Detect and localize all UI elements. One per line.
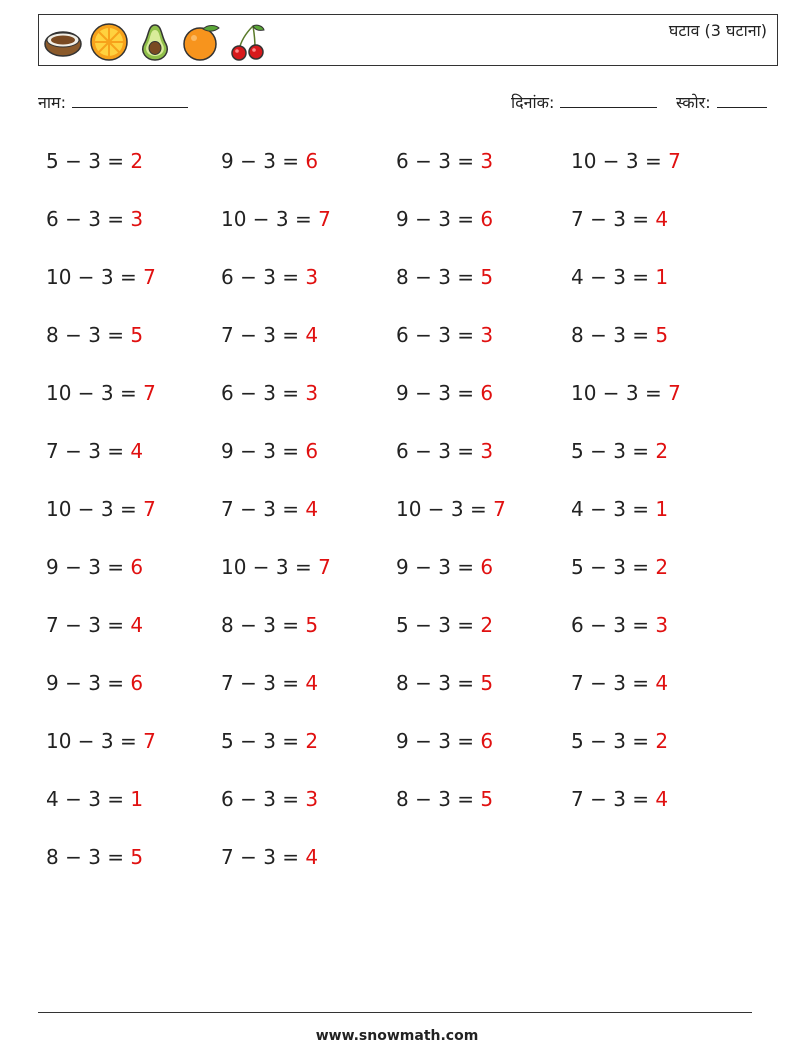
problem-question: 7 − 3 = bbox=[221, 671, 306, 695]
problem-item bbox=[46, 610, 221, 668]
problem-item bbox=[46, 378, 221, 436]
problem-answer: 7 bbox=[668, 381, 681, 405]
problem-item bbox=[396, 610, 571, 668]
problem-item bbox=[571, 320, 746, 378]
problem-item bbox=[571, 494, 746, 552]
problem-item bbox=[46, 320, 221, 378]
problem-item bbox=[46, 146, 221, 204]
problem-answer: 6 bbox=[480, 729, 494, 753]
problem-answer: 4 bbox=[305, 671, 319, 695]
problem-item bbox=[571, 668, 746, 726]
problem-question: 5 − 3 = bbox=[571, 555, 656, 579]
problem-question: 10 − 3 = bbox=[46, 265, 144, 289]
problem-item bbox=[396, 262, 571, 320]
problem-item bbox=[221, 436, 396, 494]
problem-answer: 7 bbox=[318, 207, 331, 231]
problem-item bbox=[396, 784, 571, 842]
problem-item bbox=[396, 726, 571, 784]
problem-answer: 5 bbox=[655, 323, 669, 347]
problem-answer: 5 bbox=[305, 613, 319, 637]
problem-question: 6 − 3 = bbox=[221, 787, 306, 811]
problem-answer: 5 bbox=[480, 671, 494, 695]
date-blank[interactable] bbox=[560, 93, 657, 108]
problem-item bbox=[46, 204, 221, 262]
problem-question: 7 − 3 = bbox=[221, 497, 306, 521]
problem-question: 8 − 3 = bbox=[571, 323, 656, 347]
problem-answer: 7 bbox=[493, 497, 506, 521]
problem-question: 7 − 3 = bbox=[571, 787, 656, 811]
problem-item bbox=[46, 552, 221, 610]
problem-item bbox=[46, 436, 221, 494]
problem-answer: 4 bbox=[305, 497, 319, 521]
problem-answer: 5 bbox=[480, 787, 494, 811]
problem-question: 7 − 3 = bbox=[571, 671, 656, 695]
problem-item bbox=[221, 262, 396, 320]
problem-item bbox=[46, 784, 221, 842]
name-blank[interactable] bbox=[72, 93, 188, 108]
worksheet-header bbox=[38, 14, 778, 66]
problem-item bbox=[571, 262, 746, 320]
problem-answer: 7 bbox=[668, 149, 681, 173]
problem-answer: 2 bbox=[655, 729, 669, 753]
problem-question: 6 − 3 = bbox=[46, 207, 131, 231]
problem-answer: 2 bbox=[480, 613, 494, 637]
problem-answer: 2 bbox=[130, 149, 144, 173]
problem-question: 9 − 3 = bbox=[396, 207, 481, 231]
problem-answer: 7 bbox=[143, 497, 156, 521]
problem-item bbox=[571, 610, 746, 668]
problem-item bbox=[221, 494, 396, 552]
problem-answer: 5 bbox=[130, 323, 144, 347]
problem-answer: 4 bbox=[655, 207, 669, 231]
problem-item bbox=[221, 320, 396, 378]
fruit-icons bbox=[43, 22, 267, 62]
problem-item bbox=[221, 378, 396, 436]
problem-question: 4 − 3 = bbox=[571, 497, 656, 521]
problem-answer: 3 bbox=[480, 439, 494, 463]
problem-question: 10 − 3 = bbox=[46, 729, 144, 753]
problem-answer: 7 bbox=[143, 381, 156, 405]
problem-answer: 5 bbox=[480, 265, 494, 289]
problem-answer: 4 bbox=[305, 323, 319, 347]
problem-answer: 3 bbox=[480, 149, 494, 173]
problem-answer: 3 bbox=[305, 381, 319, 405]
problem-answer: 6 bbox=[305, 149, 319, 173]
problem-question: 5 − 3 = bbox=[571, 729, 656, 753]
problem-answer: 2 bbox=[305, 729, 319, 753]
problem-question: 7 − 3 = bbox=[46, 439, 131, 463]
problem-question: 9 − 3 = bbox=[396, 381, 481, 405]
problem-question: 9 − 3 = bbox=[396, 729, 481, 753]
problem-item bbox=[571, 146, 746, 204]
problem-answer: 4 bbox=[305, 845, 319, 869]
problem-answer: 3 bbox=[305, 787, 319, 811]
problem-question: 10 − 3 = bbox=[571, 381, 669, 405]
footer-divider bbox=[38, 1012, 752, 1013]
orange-slice-icon bbox=[89, 22, 129, 62]
problem-item bbox=[396, 436, 571, 494]
problem-item bbox=[396, 204, 571, 262]
problem-question: 7 − 3 = bbox=[221, 845, 306, 869]
problem-item bbox=[221, 842, 396, 900]
problem-question: 6 − 3 = bbox=[571, 613, 656, 637]
problem-item bbox=[46, 842, 221, 900]
problem-question: 8 − 3 = bbox=[396, 671, 481, 695]
problem-question: 6 − 3 = bbox=[221, 265, 306, 289]
problem-item bbox=[571, 378, 746, 436]
problem-answer: 7 bbox=[143, 265, 156, 289]
problem-item bbox=[221, 204, 396, 262]
problem-item bbox=[571, 784, 746, 842]
date-field bbox=[511, 91, 657, 113]
problem-item bbox=[571, 204, 746, 262]
problem-item bbox=[46, 262, 221, 320]
footer-url: www.snowmath.com bbox=[315, 1028, 479, 1044]
problem-answer: 5 bbox=[130, 845, 144, 869]
name-label: नाम: bbox=[38, 93, 66, 112]
worksheet-title: घटाव (3 घटाना) bbox=[668, 21, 767, 40]
problem-question: 8 − 3 = bbox=[221, 613, 306, 637]
problem-item bbox=[571, 436, 746, 494]
problem-question: 10 − 3 = bbox=[221, 555, 319, 579]
problem-item bbox=[571, 552, 746, 610]
problem-item bbox=[396, 320, 571, 378]
problem-question: 6 − 3 = bbox=[396, 149, 481, 173]
problem-question: 8 − 3 = bbox=[46, 323, 131, 347]
problem-question: 4 − 3 = bbox=[571, 265, 656, 289]
problem-question: 7 − 3 = bbox=[46, 613, 131, 637]
avocado-icon bbox=[135, 22, 175, 62]
problem-question: 6 − 3 = bbox=[396, 439, 481, 463]
score-label: स्कोर: bbox=[676, 93, 711, 112]
problem-answer: 3 bbox=[130, 207, 144, 231]
problem-answer: 4 bbox=[655, 787, 669, 811]
problem-item bbox=[46, 494, 221, 552]
problem-question: 5 − 3 = bbox=[571, 439, 656, 463]
problem-item bbox=[396, 378, 571, 436]
problem-question: 5 − 3 = bbox=[396, 613, 481, 637]
problem-question: 10 − 3 = bbox=[571, 149, 669, 173]
problem-question: 5 − 3 = bbox=[46, 149, 131, 173]
problem-question: 6 − 3 = bbox=[221, 381, 306, 405]
problem-question: 9 − 3 = bbox=[221, 149, 306, 173]
problem-answer: 2 bbox=[655, 555, 669, 579]
problem-question: 6 − 3 = bbox=[396, 323, 481, 347]
problem-answer: 4 bbox=[130, 613, 144, 637]
coconut-icon bbox=[43, 22, 83, 62]
problem-answer: 3 bbox=[305, 265, 319, 289]
problem-item bbox=[396, 146, 571, 204]
problem-item bbox=[221, 552, 396, 610]
score-blank[interactable] bbox=[717, 93, 767, 108]
cherry-icon bbox=[227, 22, 267, 62]
problem-item bbox=[396, 552, 571, 610]
problem-answer: 6 bbox=[305, 439, 319, 463]
problem-question: 9 − 3 = bbox=[221, 439, 306, 463]
problem-answer: 6 bbox=[480, 381, 494, 405]
name-field bbox=[38, 91, 188, 113]
problem-answer: 3 bbox=[480, 323, 494, 347]
problem-grid bbox=[46, 146, 746, 900]
problem-question: 7 − 3 = bbox=[571, 207, 656, 231]
problem-question: 10 − 3 = bbox=[46, 381, 144, 405]
problem-question: 10 − 3 = bbox=[396, 497, 494, 521]
problem-question: 10 − 3 = bbox=[221, 207, 319, 231]
problem-question: 9 − 3 = bbox=[396, 555, 481, 579]
problem-answer: 7 bbox=[318, 555, 331, 579]
problem-item bbox=[46, 668, 221, 726]
score-field bbox=[676, 91, 767, 113]
problem-answer: 6 bbox=[130, 671, 144, 695]
problem-item bbox=[221, 146, 396, 204]
problem-answer: 6 bbox=[480, 207, 494, 231]
problem-answer: 6 bbox=[130, 555, 144, 579]
problem-question: 7 − 3 = bbox=[221, 323, 306, 347]
problem-answer: 1 bbox=[655, 265, 669, 289]
problem-question: 4 − 3 = bbox=[46, 787, 131, 811]
problem-item bbox=[221, 668, 396, 726]
problem-item bbox=[221, 784, 396, 842]
problem-item bbox=[396, 494, 571, 552]
problem-answer: 3 bbox=[655, 613, 669, 637]
problem-item bbox=[221, 726, 396, 784]
orange-icon bbox=[181, 22, 221, 62]
problem-question: 9 − 3 = bbox=[46, 671, 131, 695]
problem-answer: 1 bbox=[655, 497, 669, 521]
problem-answer: 4 bbox=[655, 671, 669, 695]
problem-question: 8 − 3 = bbox=[396, 787, 481, 811]
problem-answer: 1 bbox=[130, 787, 144, 811]
problem-answer: 6 bbox=[480, 555, 494, 579]
date-label: दिनांक: bbox=[511, 93, 555, 112]
problem-question: 8 − 3 = bbox=[396, 265, 481, 289]
problem-question: 9 − 3 = bbox=[46, 555, 131, 579]
problem-question: 8 − 3 = bbox=[46, 845, 131, 869]
problem-answer: 7 bbox=[143, 729, 156, 753]
problem-question: 5 − 3 = bbox=[221, 729, 306, 753]
problem-item bbox=[221, 610, 396, 668]
problem-answer: 2 bbox=[655, 439, 669, 463]
problem-question: 10 − 3 = bbox=[46, 497, 144, 521]
problem-answer: 4 bbox=[130, 439, 144, 463]
problem-item bbox=[571, 726, 746, 784]
problem-item bbox=[396, 668, 571, 726]
problem-item bbox=[46, 726, 221, 784]
